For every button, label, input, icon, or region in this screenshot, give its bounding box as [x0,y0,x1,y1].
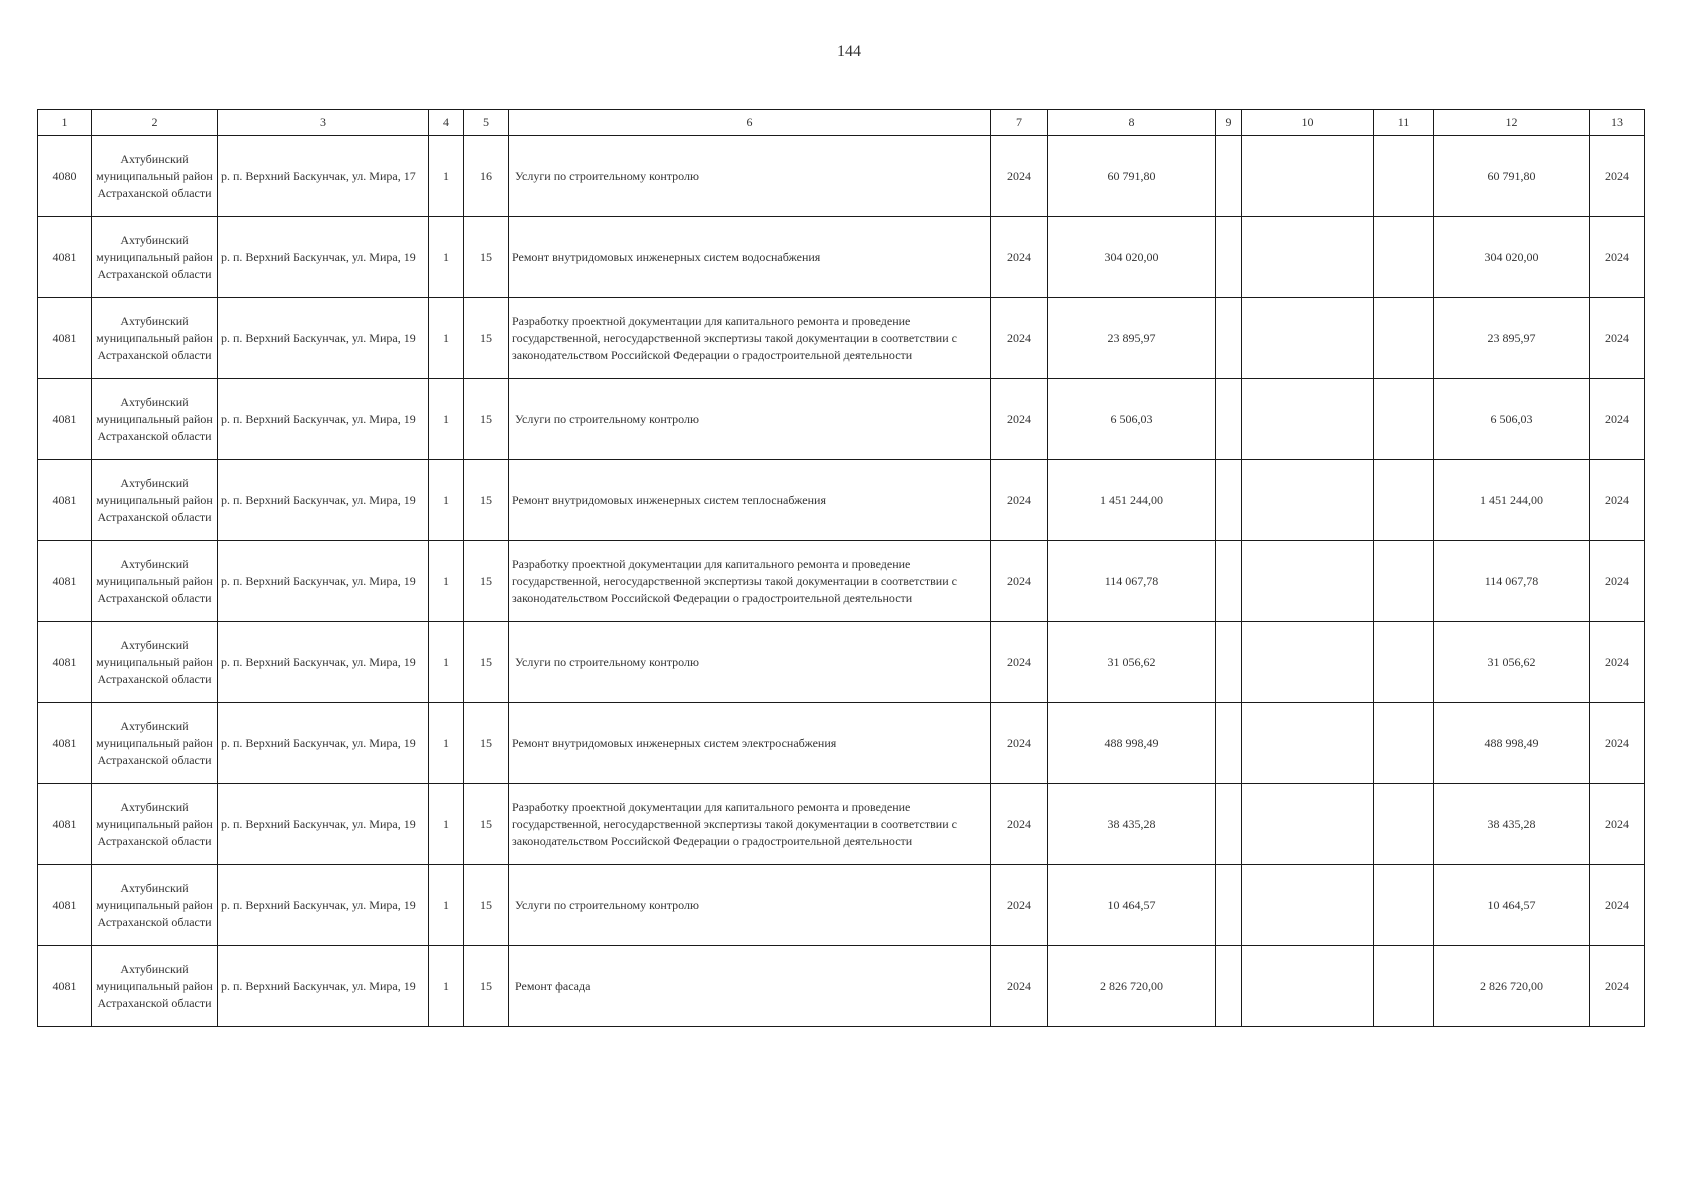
capital-repair-register-table [37,109,1645,1027]
cost-funding-cell: 60 791,80 [1434,136,1590,217]
column-4-cell: 1 [429,784,464,865]
column-4-cell: 1 [429,703,464,784]
column-header-8: 8 [1048,110,1216,136]
cost-total-cell: 2 826 720,00 [1048,946,1216,1027]
address-cell: р. п. Верхний Баскунчак, ул. Мира, 19 [218,541,429,622]
column-7-cell: 2024 [991,784,1048,865]
work-type-cell: Разработку проектной документации для капитального ремонта и проведение государственной, негосударственной экспертизы такой документации в соответствии с законодательством Российской Федерации о градостроительной деятельности [509,541,991,622]
column-4-cell: 1 [429,541,464,622]
cost-funding-cell: 6 506,03 [1434,379,1590,460]
column-5-cell: 15 [464,298,509,379]
column-5-cell: 15 [464,784,509,865]
column-9-cell [1216,298,1242,379]
object-number-cell: 4081 [38,946,92,1027]
cost-funding-cell: 488 998,49 [1434,703,1590,784]
column-header-2: 2 [92,110,218,136]
column-4-cell: 1 [429,460,464,541]
work-type-cell: Ремонт внутридомовых инженерных систем водоснабжения [509,217,991,298]
column-11-cell [1374,622,1434,703]
object-number-cell: 4081 [38,865,92,946]
column-13-cell: 2024 [1590,622,1645,703]
column-13-cell: 2024 [1590,217,1645,298]
address-cell: р. п. Верхний Баскунчак, ул. Мира, 19 [218,865,429,946]
cost-funding-cell: 38 435,28 [1434,784,1590,865]
column-header-7: 7 [991,110,1048,136]
column-13-cell: 2024 [1590,541,1645,622]
column-4-cell: 1 [429,622,464,703]
work-type-cell: Разработку проектной документации для капитального ремонта и проведение государственной, негосударственной экспертизы такой документации в соответствии с законодательством Российской Федерации о градостроительной деятельности [509,784,991,865]
cost-funding-cell: 1 451 244,00 [1434,460,1590,541]
column-7-cell: 2024 [991,460,1048,541]
cost-total-cell: 488 998,49 [1048,703,1216,784]
column-11-cell [1374,379,1434,460]
municipality-cell: Ахтубинский муниципальный район Астраханской области [92,784,218,865]
column-header-3: 3 [218,110,429,136]
column-header-11: 11 [1374,110,1434,136]
work-type-cell: Разработку проектной документации для капитального ремонта и проведение государственной, негосударственной экспертизы такой документации в соответствии с законодательством Российской Федерации о градостроительной деятельности [509,298,991,379]
municipality-cell: Ахтубинский муниципальный район Астраханской области [92,136,218,217]
table-row [38,298,1645,379]
column-9-cell [1216,136,1242,217]
column-9-cell [1216,460,1242,541]
column-10-cell [1242,865,1374,946]
work-type-cell: Услуги по строительному контролю [509,379,991,460]
column-10-cell [1242,460,1374,541]
cost-funding-cell: 31 056,62 [1434,622,1590,703]
object-number-cell: 4081 [38,703,92,784]
work-type-cell: Услуги по строительному контролю [509,865,991,946]
page-number: 144 [837,43,861,60]
address-cell: р. п. Верхний Баскунчак, ул. Мира, 19 [218,217,429,298]
column-7-cell: 2024 [991,622,1048,703]
cost-total-cell: 1 451 244,00 [1048,460,1216,541]
column-11-cell [1374,865,1434,946]
column-9-cell [1216,541,1242,622]
column-5-cell: 15 [464,379,509,460]
column-5-cell: 15 [464,703,509,784]
object-number-cell: 4081 [38,460,92,541]
column-10-cell [1242,136,1374,217]
column-10-cell [1242,703,1374,784]
table-row [38,703,1645,784]
object-number-cell: 4081 [38,541,92,622]
column-header-13: 13 [1590,110,1645,136]
work-type-cell: Услуги по строительному контролю [509,622,991,703]
municipality-cell: Ахтубинский муниципальный район Астраханской области [92,541,218,622]
work-type-cell: Ремонт внутридомовых инженерных систем электроснабжения [509,703,991,784]
column-13-cell: 2024 [1590,946,1645,1027]
column-7-cell: 2024 [991,298,1048,379]
column-9-cell [1216,217,1242,298]
column-11-cell [1374,784,1434,865]
column-11-cell [1374,136,1434,217]
column-13-cell: 2024 [1590,136,1645,217]
column-10-cell [1242,298,1374,379]
address-cell: р. п. Верхний Баскунчак, ул. Мира, 19 [218,946,429,1027]
object-number-cell: 4080 [38,136,92,217]
column-9-cell [1216,865,1242,946]
column-header-12: 12 [1434,110,1590,136]
column-7-cell: 2024 [991,865,1048,946]
column-7-cell: 2024 [991,703,1048,784]
column-11-cell [1374,217,1434,298]
column-4-cell: 1 [429,298,464,379]
column-header-10: 10 [1242,110,1374,136]
table-row [38,541,1645,622]
column-7-cell: 2024 [991,136,1048,217]
address-cell: р. п. Верхний Баскунчак, ул. Мира, 19 [218,703,429,784]
column-9-cell [1216,784,1242,865]
column-7-cell: 2024 [991,217,1048,298]
cost-total-cell: 38 435,28 [1048,784,1216,865]
object-number-cell: 4081 [38,784,92,865]
object-number-cell: 4081 [38,622,92,703]
address-cell: р. п. Верхний Баскунчак, ул. Мира, 19 [218,622,429,703]
cost-funding-cell: 2 826 720,00 [1434,946,1590,1027]
table-row [38,946,1645,1027]
address-cell: р. п. Верхний Баскунчак, ул. Мира, 19 [218,460,429,541]
column-header-6: 6 [509,110,991,136]
column-5-cell: 15 [464,541,509,622]
municipality-cell: Ахтубинский муниципальный район Астраханской области [92,460,218,541]
column-4-cell: 1 [429,217,464,298]
column-header-9: 9 [1216,110,1242,136]
cost-total-cell: 60 791,80 [1048,136,1216,217]
cost-total-cell: 114 067,78 [1048,541,1216,622]
municipality-cell: Ахтубинский муниципальный район Астраханской области [92,865,218,946]
column-4-cell: 1 [429,136,464,217]
column-13-cell: 2024 [1590,460,1645,541]
column-number-header-row [38,110,1645,136]
column-header-4: 4 [429,110,464,136]
column-5-cell: 15 [464,622,509,703]
column-4-cell: 1 [429,379,464,460]
column-9-cell [1216,379,1242,460]
cost-funding-cell: 10 464,57 [1434,865,1590,946]
column-7-cell: 2024 [991,946,1048,1027]
column-10-cell [1242,379,1374,460]
address-cell: р. п. Верхний Баскунчак, ул. Мира, 19 [218,379,429,460]
column-7-cell: 2024 [991,379,1048,460]
object-number-cell: 4081 [38,379,92,460]
column-5-cell: 15 [464,946,509,1027]
cost-funding-cell: 114 067,78 [1434,541,1590,622]
cost-total-cell: 23 895,97 [1048,298,1216,379]
municipality-cell: Ахтубинский муниципальный район Астраханской области [92,622,218,703]
column-10-cell [1242,784,1374,865]
object-number-cell: 4081 [38,217,92,298]
column-5-cell: 15 [464,460,509,541]
column-11-cell [1374,703,1434,784]
municipality-cell: Ахтубинский муниципальный район Астраханской области [92,946,218,1027]
column-9-cell [1216,703,1242,784]
municipality-cell: Ахтубинский муниципальный район Астраханской области [92,379,218,460]
table-row [38,379,1645,460]
column-13-cell: 2024 [1590,298,1645,379]
column-5-cell: 16 [464,136,509,217]
address-cell: р. п. Верхний Баскунчак, ул. Мира, 19 [218,784,429,865]
column-9-cell [1216,946,1242,1027]
work-type-cell: Ремонт внутридомовых инженерных систем теплоснабжения [509,460,991,541]
column-13-cell: 2024 [1590,784,1645,865]
municipality-cell: Ахтубинский муниципальный район Астраханской области [92,217,218,298]
column-5-cell: 15 [464,217,509,298]
work-type-cell: Ремонт фасада [509,946,991,1027]
column-10-cell [1242,217,1374,298]
municipality-cell: Ахтубинский муниципальный район Астраханской области [92,703,218,784]
cost-funding-cell: 23 895,97 [1434,298,1590,379]
table-row [38,217,1645,298]
column-10-cell [1242,946,1374,1027]
object-number-cell: 4081 [38,298,92,379]
column-4-cell: 1 [429,946,464,1027]
column-7-cell: 2024 [991,541,1048,622]
column-11-cell [1374,298,1434,379]
table-row [38,784,1645,865]
municipality-cell: Ахтубинский муниципальный район Астраханской области [92,298,218,379]
table-row [38,460,1645,541]
column-13-cell: 2024 [1590,379,1645,460]
column-9-cell [1216,622,1242,703]
cost-total-cell: 304 020,00 [1048,217,1216,298]
table-row [38,865,1645,946]
table-row [38,136,1645,217]
cost-funding-cell: 304 020,00 [1434,217,1590,298]
table-row [38,622,1645,703]
cost-total-cell: 31 056,62 [1048,622,1216,703]
register-table-body [38,136,1645,1027]
column-11-cell [1374,541,1434,622]
column-10-cell [1242,541,1374,622]
address-cell: р. п. Верхний Баскунчак, ул. Мира, 19 [218,298,429,379]
column-11-cell [1374,946,1434,1027]
column-13-cell: 2024 [1590,865,1645,946]
cost-total-cell: 6 506,03 [1048,379,1216,460]
column-header-1: 1 [38,110,92,136]
work-type-cell: Услуги по строительному контролю [509,136,991,217]
column-header-5: 5 [464,110,509,136]
column-4-cell: 1 [429,865,464,946]
address-cell: р. п. Верхний Баскунчак, ул. Мира, 17 [218,136,429,217]
column-5-cell: 15 [464,865,509,946]
column-11-cell [1374,460,1434,541]
cost-total-cell: 10 464,57 [1048,865,1216,946]
column-13-cell: 2024 [1590,703,1645,784]
column-10-cell [1242,622,1374,703]
